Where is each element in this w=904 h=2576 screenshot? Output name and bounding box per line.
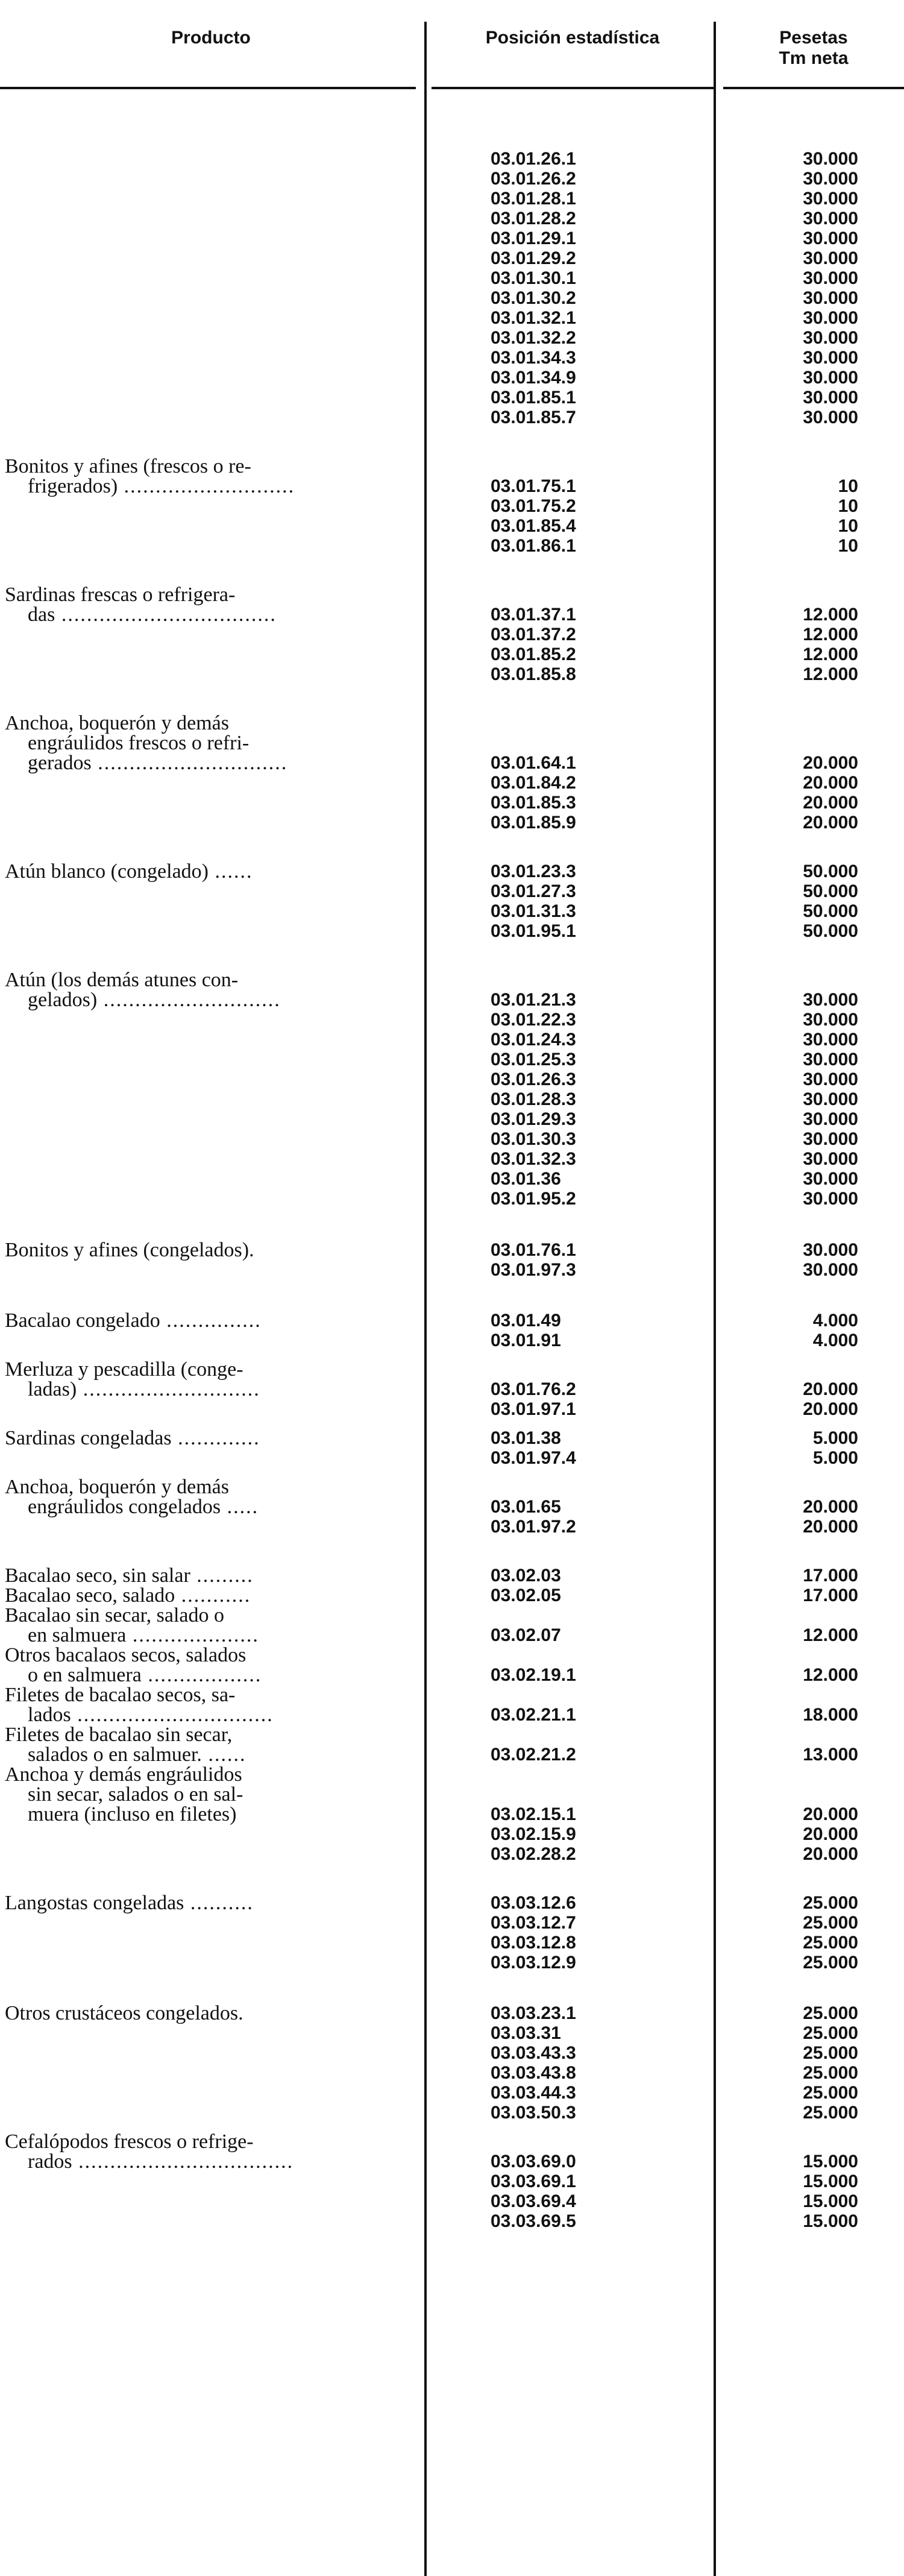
pesetas-value: 20.000 <box>803 1497 858 1517</box>
product-label <box>5 1725 403 1745</box>
leader-dots: ...... <box>209 860 253 883</box>
product-text: o en salmuera <box>28 1664 142 1686</box>
product-label <box>28 734 425 753</box>
product-label <box>5 1241 403 1260</box>
product-label <box>5 585 403 605</box>
pesetas-value: 30.000 <box>803 1169 858 1189</box>
statistical-position: 03.01.95.1 <box>491 921 576 941</box>
leader-dots: .................... <box>126 1624 259 1646</box>
pesetas-value: 15.000 <box>803 2152 858 2171</box>
statistical-position: 03.01.22.3 <box>491 1010 576 1030</box>
product-label <box>5 1566 403 1586</box>
statistical-position: 03.01.32.2 <box>491 328 576 348</box>
statistical-position: 03.02.05 <box>491 1586 561 1605</box>
pesetas-value: 25.000 <box>803 2063 858 2083</box>
statistical-position: 03.01.26.2 <box>491 169 576 189</box>
pesetas-value: 12.000 <box>803 644 858 664</box>
product-text: frigerados) <box>28 475 118 497</box>
pesetas-value: 15.000 <box>803 2211 858 2231</box>
pesetas-value: 30.000 <box>803 1030 858 1050</box>
product-label <box>28 1626 425 1645</box>
product-text: Sardinas congeladas <box>5 1427 172 1449</box>
product-text: Filetes de bacalao secos, sa- <box>5 1684 236 1706</box>
statistical-position: 03.01.30.1 <box>491 268 576 288</box>
statistical-position: 03.01.85.9 <box>491 813 576 833</box>
statistical-position: 03.01.97.1 <box>491 1399 576 1419</box>
product-label <box>5 1894 403 1913</box>
pesetas-value: 12.000 <box>803 605 858 625</box>
statistical-position: 03.01.27.3 <box>491 881 576 901</box>
statistical-position: 03.02.19.1 <box>491 1665 576 1685</box>
product-text: engráulidos congelados <box>28 1496 221 1518</box>
leader-dots: .................................. <box>72 2150 294 2173</box>
statistical-position: 03.01.37.1 <box>491 605 576 625</box>
pesetas-value: 30.000 <box>803 1089 858 1109</box>
pesetas-value: 30.000 <box>803 990 858 1010</box>
statistical-position: 03.03.43.8 <box>491 2063 576 2083</box>
pesetas-value: 20.000 <box>803 793 858 813</box>
statistical-position: 03.01.76.2 <box>491 1379 576 1399</box>
statistical-position: 03.02.21.2 <box>491 1745 576 1765</box>
statistical-position: 03.01.34.3 <box>491 348 576 368</box>
pesetas-value: 17.000 <box>803 1586 858 1605</box>
statistical-position: 03.01.64.1 <box>491 753 576 773</box>
statistical-position: 03.03.12.6 <box>491 1893 576 1913</box>
product-text: Atún blanco (congelado) <box>5 860 209 883</box>
product-text: Merluza y pescadilla (conge- <box>5 1358 243 1381</box>
pesetas-value: 20.000 <box>803 773 858 793</box>
product-text: gerados <box>28 752 92 774</box>
product-text: sin secar, salados o en sal- <box>28 1783 243 1806</box>
product-text: das <box>28 603 55 626</box>
product-label <box>28 605 425 625</box>
pesetas-value: 4.000 <box>812 1331 858 1350</box>
statistical-position: 03.01.38 <box>491 1428 561 1448</box>
header-posicion: Posición estadística <box>485 28 660 48</box>
leader-dots: ......... <box>190 1564 254 1587</box>
leader-dots: .................................. <box>55 603 277 626</box>
statistical-position: 03.03.69.0 <box>491 2152 576 2171</box>
statistical-position: 03.01.37.2 <box>491 625 576 644</box>
statistical-position: 03.03.69.4 <box>491 2191 576 2211</box>
product-label <box>5 2132 403 2152</box>
leader-dots: ............................ <box>77 1378 260 1400</box>
pesetas-value: 20.000 <box>803 1399 858 1419</box>
pesetas-value: 25.000 <box>803 1913 858 1933</box>
pesetas-value: 30.000 <box>803 1050 858 1069</box>
statistical-position: 03.01.36 <box>491 1169 561 1189</box>
statistical-position: 03.01.29.2 <box>491 248 576 268</box>
pesetas-value: 30.000 <box>803 189 858 209</box>
product-text: Anchoa, boquerón y demás <box>5 712 230 734</box>
product-text: Sardinas frescas o refrigera- <box>5 584 236 606</box>
product-text: Bacalao congelado <box>5 1309 160 1332</box>
pesetas-value: 30.000 <box>803 1260 858 1280</box>
pesetas-value: 5.000 <box>812 1448 858 1468</box>
product-label <box>5 862 403 881</box>
product-text: lados <box>28 1704 71 1726</box>
pesetas-value: 30.000 <box>803 308 858 328</box>
product-text: Bacalao seco, sin salar <box>5 1564 190 1587</box>
pesetas-value: 30.000 <box>803 1149 858 1169</box>
product-text: Filetes de bacalao sin secar, <box>5 1724 233 1746</box>
statistical-position: 03.01.30.2 <box>491 288 576 308</box>
leader-dots: .............................. <box>91 752 288 774</box>
statistical-position: 03.01.32.3 <box>491 1149 576 1169</box>
pesetas-value: 25.000 <box>803 2103 858 2123</box>
pesetas-value: 30.000 <box>803 1069 858 1089</box>
leader-dots: ............................ <box>97 989 281 1011</box>
product-text: Langostas congeladas <box>5 1892 184 1914</box>
statistical-position: 03.03.23.1 <box>491 2003 576 2023</box>
leader-dots: ...... <box>201 1743 246 1766</box>
statistical-position: 03.01.97.3 <box>491 1260 576 1280</box>
pesetas-value: 30.000 <box>803 408 858 427</box>
leader-dots: .................. <box>141 1664 262 1686</box>
product-label <box>28 477 425 496</box>
statistical-position: 03.01.29.1 <box>491 228 576 248</box>
pesetas-value: 30.000 <box>803 268 858 288</box>
product-label <box>5 1686 403 1705</box>
product-label <box>5 2004 403 2023</box>
product-label <box>5 971 403 990</box>
pesetas-value: 13.000 <box>803 1745 858 1765</box>
pesetas-value: 20.000 <box>803 1804 858 1824</box>
product-text: rados <box>28 2150 72 2173</box>
product-label <box>28 1785 425 1804</box>
statistical-position: 03.03.69.1 <box>491 2171 576 2191</box>
pesetas-value: 30.000 <box>803 1010 858 1030</box>
product-text: engráulidos frescos o refri- <box>28 732 250 754</box>
pesetas-value: 17.000 <box>803 1566 858 1586</box>
pesetas-value: 30.000 <box>803 348 858 368</box>
product-label <box>28 754 425 773</box>
statistical-position: 03.01.29.3 <box>491 1109 576 1129</box>
statistical-position: 03.01.25.3 <box>491 1050 576 1069</box>
product-text: Atún (los demás atunes con- <box>5 969 239 991</box>
product-label <box>28 990 425 1010</box>
pesetas-value: 20.000 <box>803 1824 858 1844</box>
leader-dots: ........... <box>175 1584 251 1607</box>
leader-dots: ............. <box>171 1427 260 1449</box>
product-label <box>28 1380 425 1399</box>
pesetas-value: 12.000 <box>803 625 858 644</box>
pesetas-value: 25.000 <box>803 1953 858 1973</box>
statistical-position: 03.03.12.8 <box>491 1933 576 1953</box>
pesetas-value: 10 <box>838 516 858 536</box>
statistical-position: 03.01.32.1 <box>491 308 576 328</box>
statistical-position: 03.02.07 <box>491 1625 561 1645</box>
pesetas-value: 12.000 <box>803 1665 858 1685</box>
product-text: Bonitos y afines (frescos o re- <box>5 455 251 477</box>
statistical-position: 03.02.28.2 <box>491 1844 576 1864</box>
pesetas-value: 20.000 <box>803 1379 858 1399</box>
product-text: Cefalópodos frescos o refrige- <box>5 2130 254 2153</box>
pesetas-value: 25.000 <box>803 1933 858 1953</box>
pesetas-value: 20.000 <box>803 753 858 773</box>
statistical-position: 03.01.31.3 <box>491 901 576 921</box>
statistical-position: 03.01.85.2 <box>491 644 576 664</box>
statistical-position: 03.01.97.4 <box>491 1448 576 1468</box>
pesetas-value: 10 <box>838 496 858 516</box>
statistical-position: 03.01.23.3 <box>491 861 576 881</box>
product-text: Otros bacalaos secos, salados <box>5 1644 246 1666</box>
statistical-position: 03.01.86.1 <box>491 536 576 556</box>
product-label <box>5 1765 403 1784</box>
pesetas-value: 25.000 <box>803 1893 858 1913</box>
pesetas-value: 20.000 <box>803 1517 858 1537</box>
pesetas-value: 30.000 <box>803 1189 858 1209</box>
product-text: Anchoa, boquerón y demás <box>5 1476 230 1498</box>
statistical-position: 03.01.95.2 <box>491 1189 576 1209</box>
pesetas-value: 18.000 <box>803 1705 858 1725</box>
product-label <box>28 1805 425 1824</box>
pesetas-value: 20.000 <box>803 813 858 833</box>
statistical-position: 03.01.34.9 <box>491 368 576 388</box>
statistical-position: 03.01.24.3 <box>491 1030 576 1050</box>
statistical-position: 03.01.28.2 <box>491 209 576 228</box>
statistical-position: 03.01.76.1 <box>491 1240 576 1260</box>
pesetas-value: 30.000 <box>803 388 858 408</box>
product-text: Otros crustáceos congelados. <box>5 2002 243 2024</box>
product-label <box>5 1360 403 1379</box>
pesetas-value: 25.000 <box>803 2043 858 2063</box>
statistical-position: 03.01.49 <box>491 1311 561 1331</box>
product-label <box>28 1745 425 1765</box>
pesetas-value: 30.000 <box>803 368 858 388</box>
statistical-position: 03.02.15.9 <box>491 1824 576 1844</box>
pesetas-value: 30.000 <box>803 169 858 189</box>
product-label <box>28 1666 425 1685</box>
statistical-position: 03.01.85.8 <box>491 664 576 684</box>
statistical-position: 03.03.50.3 <box>491 2103 576 2123</box>
product-label <box>5 1478 403 1497</box>
product-label <box>5 1606 403 1625</box>
statistical-position: 03.01.28.1 <box>491 189 576 209</box>
pesetas-value: 20.000 <box>803 1844 858 1864</box>
statistical-position: 03.01.97.2 <box>491 1517 576 1537</box>
pesetas-value: 30.000 <box>803 149 858 169</box>
product-label <box>5 1429 403 1448</box>
pesetas-value: 12.000 <box>803 1625 858 1645</box>
pesetas-value: 30.000 <box>803 248 858 268</box>
product-text: Bacalao seco, salado <box>5 1584 175 1607</box>
pesetas-value: 30.000 <box>803 288 858 308</box>
statistical-position: 03.01.91 <box>491 1331 561 1350</box>
leader-dots: .......... <box>184 1892 254 1914</box>
statistical-position: 03.03.43.3 <box>491 2043 576 2063</box>
product-label <box>28 2152 425 2171</box>
statistical-position: 03.01.65 <box>491 1497 561 1517</box>
pesetas-value: 10 <box>838 476 858 496</box>
pesetas-value: 30.000 <box>803 1109 858 1129</box>
product-text: Bacalao sin secar, salado o <box>5 1604 224 1627</box>
product-label <box>5 457 403 476</box>
pesetas-value: 25.000 <box>803 2003 858 2023</box>
product-text: en salmuera <box>28 1624 127 1646</box>
product-label <box>5 1311 403 1331</box>
pesetas-value: 30.000 <box>803 228 858 248</box>
leader-dots: ............................... <box>71 1704 274 1726</box>
header-pesetas-line1: Pesetas <box>779 28 848 48</box>
product-label <box>5 1646 403 1665</box>
pesetas-value: 30.000 <box>803 1129 858 1149</box>
statistical-position: 03.01.75.2 <box>491 496 576 516</box>
leader-dots: ........................... <box>118 475 295 497</box>
pesetas-value: 15.000 <box>803 2171 858 2191</box>
statistical-position: 03.03.12.7 <box>491 1913 576 1933</box>
product-label <box>28 1497 425 1517</box>
product-text: Anchoa y demás engráulidos <box>5 1763 242 1786</box>
pesetas-value: 50.000 <box>803 901 858 921</box>
statistical-position: 03.01.26.1 <box>491 149 576 169</box>
pesetas-value: 50.000 <box>803 881 858 901</box>
statistical-position: 03.02.03 <box>491 1566 561 1586</box>
pesetas-value: 10 <box>838 536 858 556</box>
product-text: gelados) <box>28 989 98 1011</box>
pesetas-value: 12.000 <box>803 664 858 684</box>
statistical-position: 03.01.30.3 <box>491 1129 576 1149</box>
statistical-position: 03.02.21.1 <box>491 1705 576 1725</box>
header-pesetas-line2: Tm neta <box>779 48 849 68</box>
statistical-position: 03.03.69.5 <box>491 2211 576 2231</box>
pesetas-value: 15.000 <box>803 2191 858 2211</box>
statistical-position: 03.03.44.3 <box>491 2083 576 2103</box>
statistical-position: 03.01.84.2 <box>491 773 576 793</box>
pesetas-value: 30.000 <box>803 1240 858 1260</box>
pesetas-value: 50.000 <box>803 861 858 881</box>
pesetas-value: 4.000 <box>812 1311 858 1331</box>
product-text: Bonitos y afines (congelados). <box>5 1239 254 1261</box>
statistical-position: 03.01.85.3 <box>491 793 576 813</box>
statistical-position: 03.03.12.9 <box>491 1953 576 1973</box>
product-text: ladas) <box>28 1378 77 1400</box>
statistical-position: 03.01.26.3 <box>491 1069 576 1089</box>
pesetas-value: 30.000 <box>803 328 858 348</box>
product-label <box>28 1705 425 1725</box>
pesetas-value: 50.000 <box>803 921 858 941</box>
pesetas-value: 25.000 <box>803 2083 858 2103</box>
pesetas-value: 5.000 <box>812 1428 858 1448</box>
product-label <box>5 714 403 733</box>
leader-dots: ..... <box>221 1496 259 1518</box>
leader-dots: ............... <box>160 1309 262 1332</box>
statistical-position: 03.01.21.3 <box>491 990 576 1010</box>
statistical-position: 03.01.85.7 <box>491 408 576 427</box>
statistical-position: 03.02.15.1 <box>491 1804 576 1824</box>
pesetas-value: 30.000 <box>803 209 858 228</box>
pesetas-value: 25.000 <box>803 2023 858 2043</box>
statistical-position: 03.01.75.1 <box>491 476 576 496</box>
header-producto: Producto <box>171 28 251 48</box>
statistical-position: 03.01.85.4 <box>491 516 576 536</box>
product-text: muera (incluso en filetes) <box>28 1803 237 1825</box>
product-label <box>5 1586 403 1605</box>
statistical-position: 03.01.28.3 <box>491 1089 576 1109</box>
product-text: salados o en salmuer. <box>28 1743 202 1766</box>
statistical-position: 03.03.31 <box>491 2023 561 2043</box>
statistical-position: 03.01.85.1 <box>491 388 576 408</box>
